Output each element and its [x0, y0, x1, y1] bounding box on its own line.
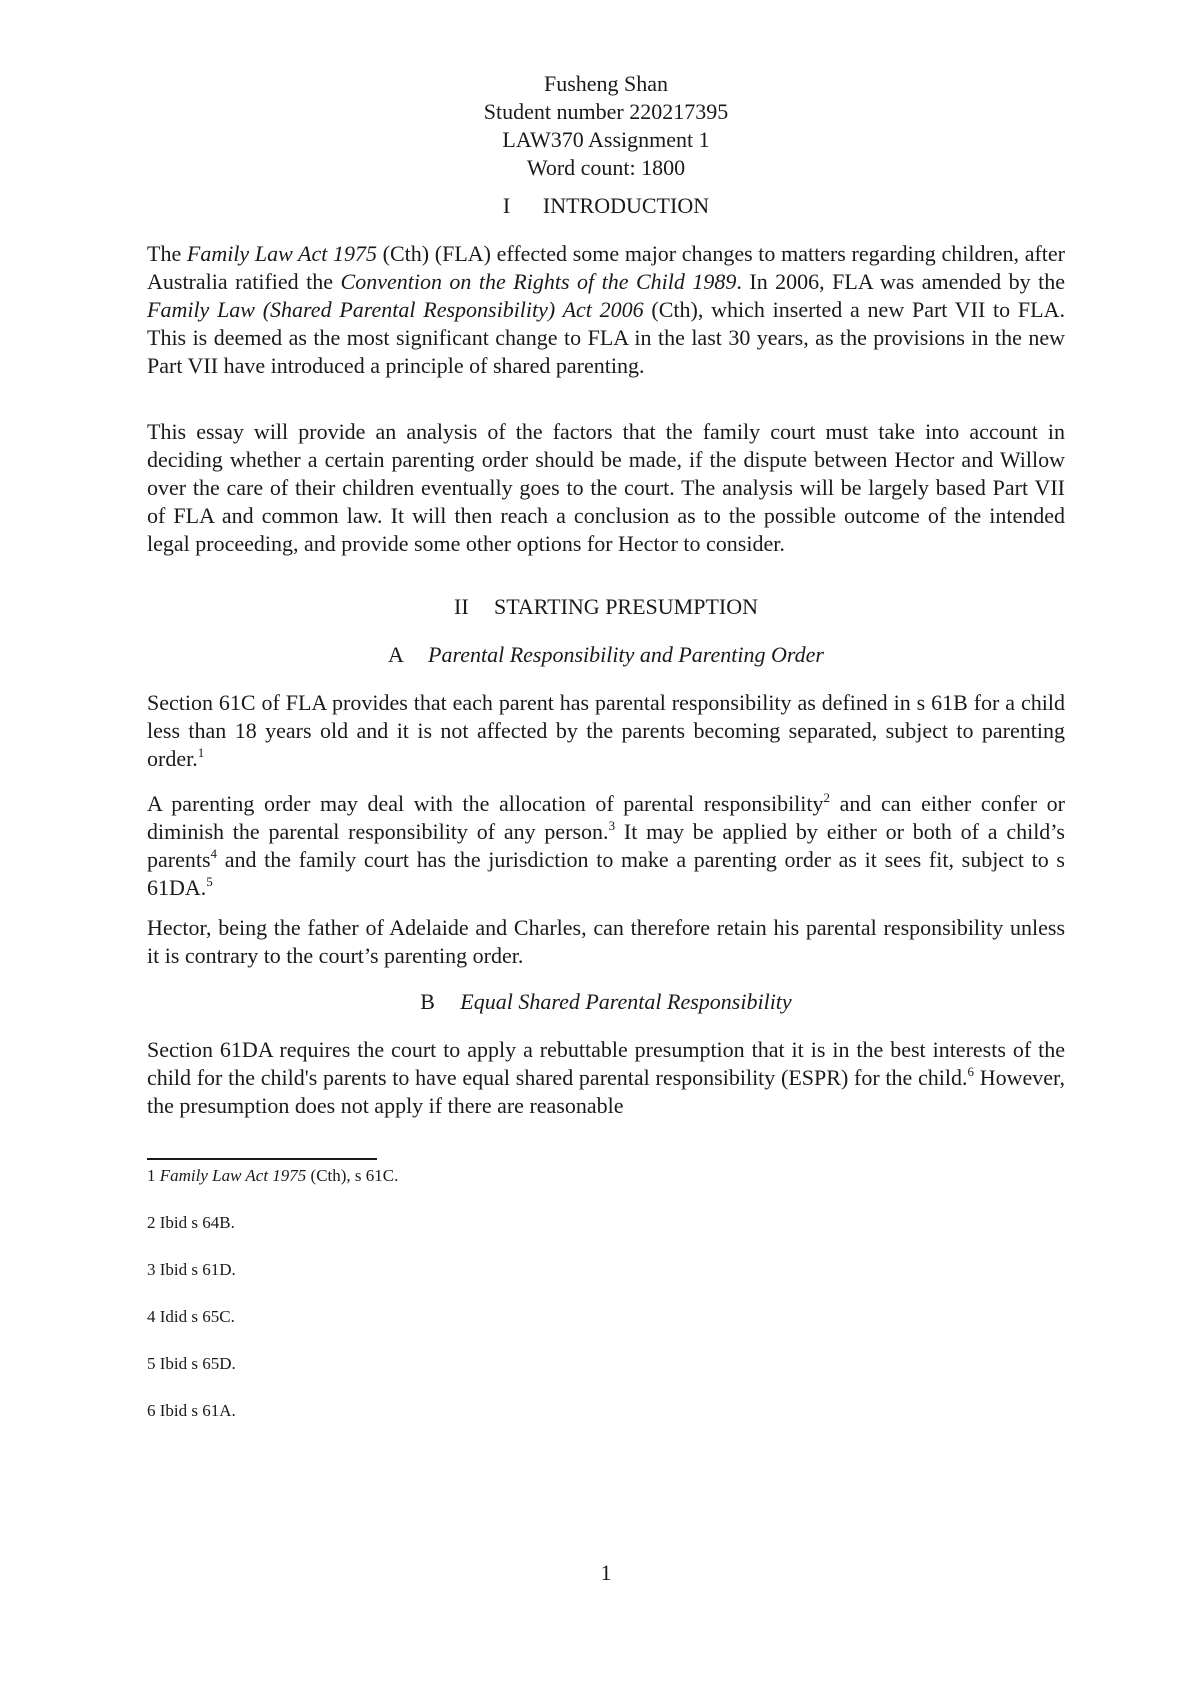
text-run: It may be applied by either or both of a child’s parents: [147, 819, 1065, 872]
text-run: Section 61DA requires the court to apply a rebuttable presumption that it is in the best interests of the child for the child's parents to have equal shared parental responsibility (ESPR) for the child.: [147, 1037, 1065, 1090]
footnote-ref[interactable]: 3: [608, 818, 616, 833]
text-run: (Cth) (FLA) effected some major changes to matters regarding children, after Australia ratified the: [147, 241, 1065, 294]
text-run: A parenting order may deal with the allocation of parental responsibility: [147, 791, 824, 816]
text-run: However, the presumption does not apply if there are reasonable: [147, 1065, 1066, 1118]
text-run: Section 61C of FLA provides that each parent has parental responsibility as defined in s 61B for a child less than 18 years old and it is not affected by the parents becoming separated, subject to parenting order.: [147, 690, 1065, 771]
word-count: Word count: 1800: [526, 155, 686, 180]
text-run: (Cth), s 61C.: [306, 1166, 399, 1185]
text-run: (Cth), which inserted a new Part VII to FLA. This is deemed as the most significant change to FLA in the last 30 years, as the provisions in the new Part VII have introduced a principle of shared parenting.: [147, 297, 1065, 378]
paragraph-essay-scope: This essay will provide an analysis of the factors that the family court must take into account in deciding whether a certain parenting order should be made, if the dispute between Hector and Willow over the care of their children eventually goes to the court. The analysis will be largely based Part VII of FLA and common law. It will then reach a conclusion as to the possible outcome of the intended legal proceeding, and provide some other options for Hector to consider.: [147, 419, 1065, 556]
page-number: 1: [600, 1560, 612, 1585]
paragraph-introduction: [147, 240, 1065, 380]
text-run-italic: Family Law Act 1975: [159, 1166, 307, 1185]
subsection-heading-a: [147, 641, 1065, 669]
text-run: . In 2006, FLA was amended by the: [736, 269, 1065, 294]
section-number: I: [502, 193, 511, 218]
footnote-1: [147, 1165, 398, 1187]
footnote-3: 3 Ibid s 61D.: [147, 1260, 236, 1279]
section-title: INTRODUCTION: [542, 193, 710, 218]
student-number: Student number 220217395: [483, 99, 729, 124]
title-block: [147, 70, 1065, 182]
subsection-title: Parental Responsibility and Parenting Order: [428, 642, 824, 667]
footnote-6: 6 Ibid s 61A.: [147, 1401, 236, 1420]
text-run-italic: Convention on the Rights of the Child 1989: [340, 269, 737, 294]
author-name: Fusheng Shan: [543, 71, 669, 96]
paragraph-parenting-order: [147, 790, 1065, 902]
section-heading-starting-presumption: [147, 593, 1065, 621]
text-run: The: [147, 241, 187, 266]
text-run-italic: Family Law Act 1975: [186, 241, 377, 266]
paragraph-section-61c: [147, 689, 1065, 773]
section-title: STARTING PRESUMPTION: [494, 594, 758, 619]
section-number: II: [454, 594, 469, 619]
footnote-5: 5 Ibid s 65D.: [147, 1354, 236, 1373]
footnote-separator: [147, 1158, 377, 1160]
footnote-ref[interactable]: 1: [197, 745, 205, 760]
footnote-4: 4 Idid s 65C.: [147, 1307, 235, 1326]
text-run: and the family court has the jurisdiction to make a parenting order as it sees fit, subject to s 61DA.: [147, 847, 1065, 900]
course-assignment: LAW370 Assignment 1: [502, 127, 710, 152]
subsection-title: Equal Shared Parental Responsibility: [460, 989, 792, 1014]
subsection-letter: B: [420, 989, 435, 1014]
footnote-ref[interactable]: 2: [823, 790, 831, 805]
footnote-ref[interactable]: 5: [206, 874, 213, 889]
text-run-italic: Family Law (Shared Parental Responsibility) Act 2006: [147, 297, 644, 322]
paragraph-hector: Hector, being the father of Adelaide and Charles, can therefore retain his parental responsibility unless it is contrary to the court’s parenting order.: [147, 915, 1065, 968]
footnote-2: 2 Ibid s 64B.: [147, 1213, 235, 1232]
footnote-number: 1: [147, 1166, 156, 1185]
subsection-letter: A: [388, 642, 404, 667]
text-run: and can either confer or diminish the parental responsibility of any person.: [147, 791, 1065, 844]
paragraph-section-61da: [147, 1036, 1065, 1120]
subsection-heading-b: [147, 988, 1065, 1016]
footnote-ref[interactable]: 6: [967, 1064, 975, 1079]
section-heading-introduction: [147, 192, 1065, 220]
footnote-ref[interactable]: 4: [210, 846, 218, 861]
